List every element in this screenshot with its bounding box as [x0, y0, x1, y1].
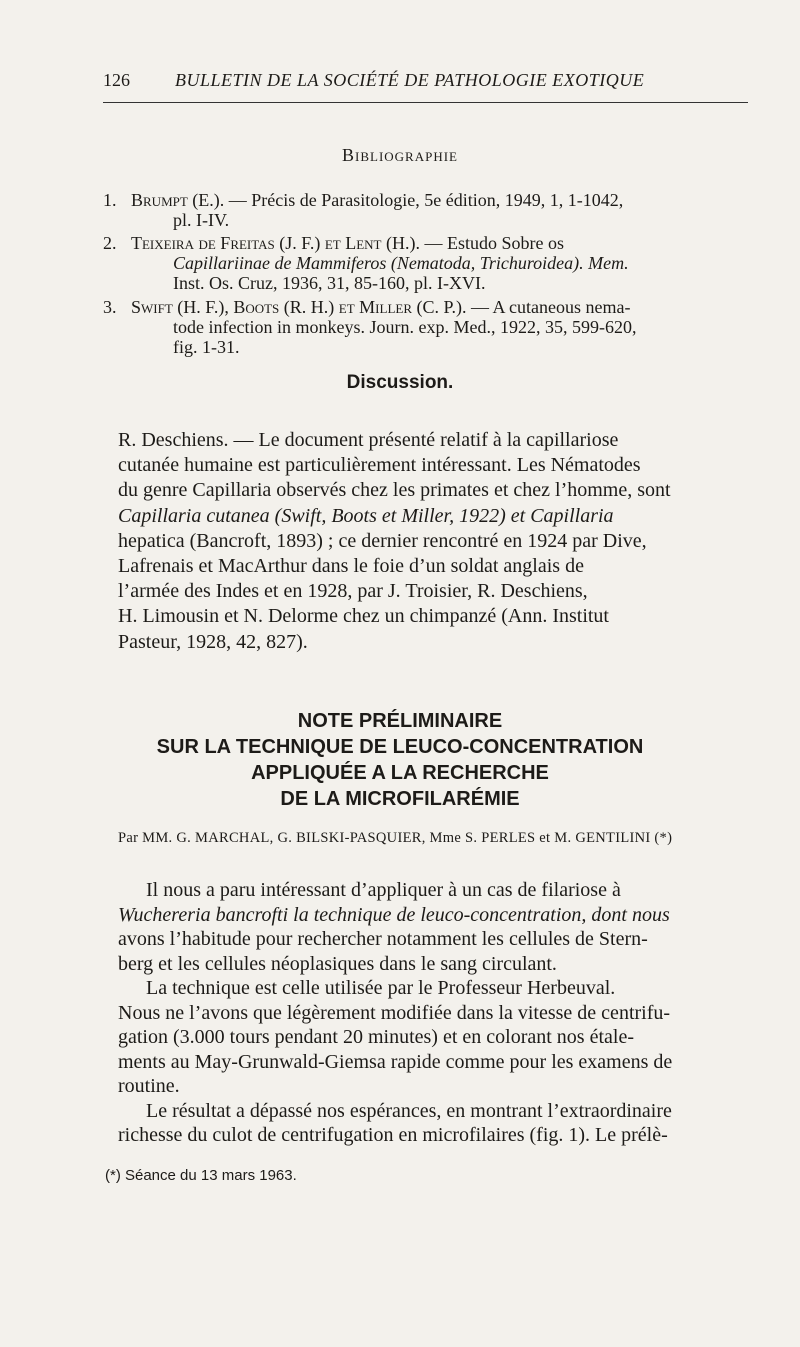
ref-authors: Teixeira de Freitas (J. F.) et Lent (H.). — [131, 233, 420, 253]
bibliography-heading: Bibliographie — [342, 145, 458, 165]
ref-number: 2. — [103, 233, 117, 253]
ref-line: pl. I-IV. — [173, 210, 230, 230]
body-line: richesse du culot de centrifugation en microfilaires (fig. 1). Le prélè- — [118, 1124, 668, 1146]
bibliography-ref-1 — [103, 190, 748, 230]
body-line: routine. — [118, 1075, 180, 1097]
note-title-line: SUR LA TECHNIQUE DE LEUCO-CONCENTRATION — [156, 736, 644, 758]
ref-authors: Brumpt (E.). — [131, 190, 225, 210]
discussion-paragraph — [118, 428, 738, 655]
body-line: Il nous a paru intéressant d’appliquer à un cas de filariose à — [146, 879, 621, 901]
ref-line: fig. 1-31. — [173, 337, 240, 357]
note-title-line: DE LA MICROFILARÉMIE — [280, 788, 520, 810]
discussion-line: hepatica (Bancroft, 1893) ; ce dernier rencontré en 1924 par Dive, — [118, 529, 647, 552]
ref-number: 3. — [103, 297, 117, 317]
discussion-line: l’armée des Indes et en 1928, par J. Troisier, R. Deschiens, — [118, 580, 588, 603]
discussion-line: H. Limousin et N. Delorme chez un chimpanzé (Ann. Institut — [118, 605, 609, 628]
discussion-line: R. Deschiens. — Le document présenté relatif à la capillariose — [118, 429, 619, 451]
ref-line: tode infection in monkeys. Journ. exp. Med., 1922, 35, 599-620, — [173, 317, 637, 337]
body-line: Nous ne l’avons que légèrement modifiée dans la vitesse de centrifu- — [118, 1001, 671, 1024]
note-title — [0, 708, 800, 812]
ref-number: 1. — [103, 190, 117, 210]
discussion-line: Pasteur, 1928, 42, 827). — [118, 630, 308, 653]
note-body — [118, 878, 738, 1148]
discussion-line: Lafrenais et MacArthur dans le foie d’un soldat anglais de — [118, 555, 584, 578]
discussion-line: Capillaria cutanea (Swift, Boots et Miller, 1922) et Capillaria — [118, 504, 614, 527]
note-title-line: APPLIQUÉE A LA RECHERCHE — [251, 762, 549, 784]
ref-line: — A cutaneous nema- — [466, 297, 631, 317]
ref-line: Capillariinae de Mammiferos (Nematoda, Trichuroidea). Mem. — [173, 253, 629, 273]
body-line: avons l’habitude pour rechercher notamment les cellules de Stern- — [118, 928, 648, 950]
ref-authors: Swift (H. F.), Boots (R. H.) et Miller (C. P.). — [131, 297, 467, 317]
bibliography-ref-2 — [103, 233, 748, 293]
discussion-heading: Discussion. — [346, 372, 454, 393]
body-line: gation (3.000 tours pendant 20 minutes) et en colorant nos étale- — [118, 1026, 634, 1048]
discussion-line: du genre Capillaria observés chez les primates et chez l’homme, sont — [118, 479, 671, 502]
discussion-line: cutanée humaine est particulièrement intéressant. Les Nématodes — [118, 454, 641, 477]
body-line: Wuchereria bancrofti la technique de leuco-concentration, dont nous — [118, 903, 670, 926]
body-line: berg et les cellules néoplasiques dans le sang circulant. — [118, 952, 557, 975]
body-line: Le résultat a dépassé nos espérances, en montrant l’extraordinaire — [146, 1099, 672, 1122]
note-title-line: NOTE PRÉLIMINAIRE — [297, 710, 503, 732]
running-title: BULLETIN DE LA SOCIÉTÉ DE PATHOLOGIE EXOTIQUE — [175, 70, 645, 90]
ref-line: Inst. Os. Cruz, 1936, 31, 85-160, pl. I-XVI. — [173, 273, 486, 293]
footnote: (*) Séance du 13 mars 1963. — [105, 1167, 297, 1184]
body-line: La technique est celle utilisée par le Professeur Herbeuval. — [146, 977, 616, 999]
page-header — [103, 66, 748, 103]
ref-line: — Estudo Sobre os — [419, 233, 564, 253]
body-line: ments au May-Grunwald-Giemsa rapide comme pour les examens de — [118, 1050, 673, 1073]
ref-line: — Précis de Parasitologie, 5e édition, 1949, 1, 1-1042, — [224, 190, 624, 210]
note-authors: Par MM. G. MARCHAL, G. BILSKI-PASQUIER, Mme S. PERLES et M. GENTILINI (*) — [118, 830, 673, 846]
page-number: 126 — [103, 70, 130, 90]
bibliography-ref-3 — [103, 297, 748, 357]
